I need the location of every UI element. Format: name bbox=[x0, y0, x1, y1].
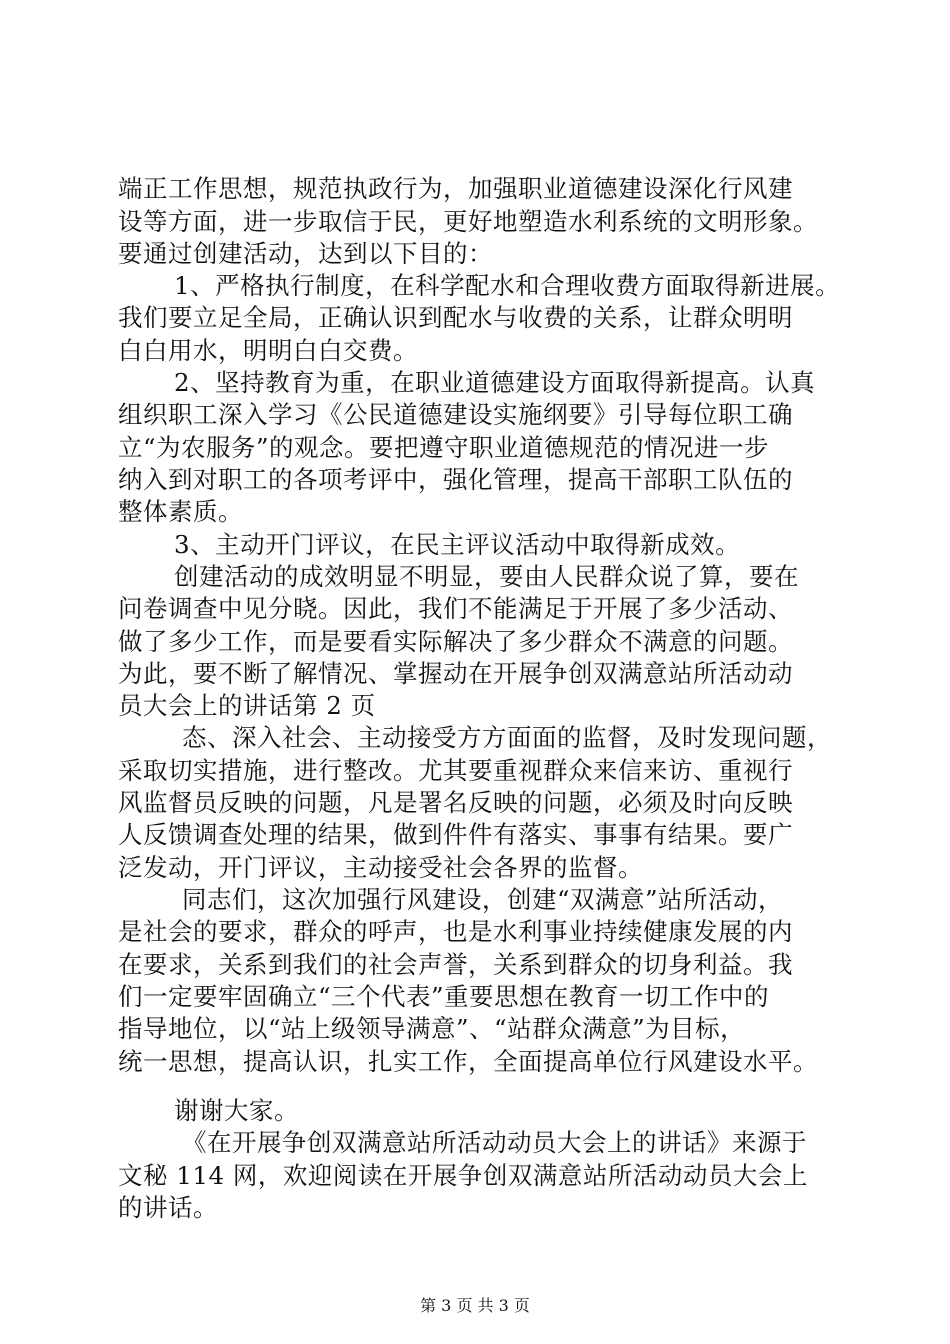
text-line: 人反馈调查处理的结果，做到件件有落实、事事有结果。要广 bbox=[118, 820, 793, 849]
text-line: 态、深入社会、主动接受方方面面的监督，及时发现问题， bbox=[182, 723, 832, 752]
text-line: 风监督员反映的问题，凡是署名反映的问题，必须及时向反映 bbox=[118, 788, 793, 817]
text-line: 我们要立足全局，正确认识到配水与收费的关系，让群众明明 bbox=[118, 303, 793, 332]
page-number-footer: 第 3 页 共 3 页 bbox=[420, 1296, 530, 1315]
text-line: 纳入到对职工的各项考评中，强化管理，提高干部职工队伍的 bbox=[118, 465, 793, 494]
text-line: 问卷调查中见分晓。因此，我们不能满足于开展了多少活动、 bbox=[118, 594, 793, 623]
text-line: 3、主动开门评议，在民主评议活动中取得新成效。 bbox=[174, 530, 741, 559]
text-line: 采取切实措施，进行整改。尤其要重视群众来信来访、重视行 bbox=[118, 756, 793, 785]
text-line: 《在开展争创双满意站所活动动员大会上的讲话》来源于 bbox=[182, 1128, 807, 1157]
text-line: 员大会上的讲话第 2 页 bbox=[118, 691, 376, 720]
text-line: 的讲话。 bbox=[118, 1193, 218, 1222]
text-line: 指导地位，以“站上级领导满意”、“站群众满意”为目标， bbox=[118, 1014, 746, 1043]
text-line: 文秘 114 网，欢迎阅读在开展争创双满意站所活动动员大会上 bbox=[118, 1161, 808, 1190]
text-line: 泛发动，开门评议，主动接受社会各界的监督。 bbox=[118, 853, 643, 882]
text-line: 做了多少工作，而是要看实际解决了多少群众不满意的问题。 bbox=[118, 627, 793, 656]
text-line: 设等方面，进一步取信于民，更好地塑造水利系统的文明形象。 bbox=[118, 207, 818, 236]
text-line: 谢谢大家。 bbox=[174, 1096, 299, 1125]
text-line: 端正工作思想，规范执政行为，加强职业道德建设深化行风建 bbox=[118, 174, 793, 203]
text-line: 统一思想，提高认识，扎实工作，全面提高单位行风建设水平。 bbox=[118, 1047, 818, 1076]
text-line: 要通过创建活动，达到以下目的： bbox=[118, 239, 493, 268]
text-line: 在要求，关系到我们的社会声誉，关系到群众的切身利益。我 bbox=[118, 950, 793, 979]
text-line: 2、坚持教育为重，在职业道德建设方面取得新提高。认真 bbox=[174, 368, 816, 397]
text-line: 立“为农服务”的观念。要把遵守职业道德规范的情况进一步 bbox=[118, 433, 770, 462]
text-line: 为此，要不断了解情况、掌握动在开展争创双满意站所活动动 bbox=[118, 659, 793, 688]
text-line: 们一定要牢固确立“三个代表”重要思想在教育一切工作中的 bbox=[118, 982, 770, 1011]
text-line: 同志们，这次加强行风建设，创建“双满意”站所活动， bbox=[182, 885, 784, 914]
text-line: 整体素质。 bbox=[118, 497, 243, 526]
text-line: 创建活动的成效明显不明显，要由人民群众说了算，要在 bbox=[174, 562, 799, 591]
text-line: 1、严格执行制度，在科学配水和合理收费方面取得新进展。 bbox=[174, 271, 841, 300]
text-line: 白白用水，明明白白交费。 bbox=[118, 336, 418, 365]
text-line: 组织职工深入学习《公民道德建设实施纲要》引导每位职工确 bbox=[118, 400, 793, 429]
text-line: 是社会的要求，群众的呼声，也是水利事业持续健康发展的内 bbox=[118, 917, 793, 946]
